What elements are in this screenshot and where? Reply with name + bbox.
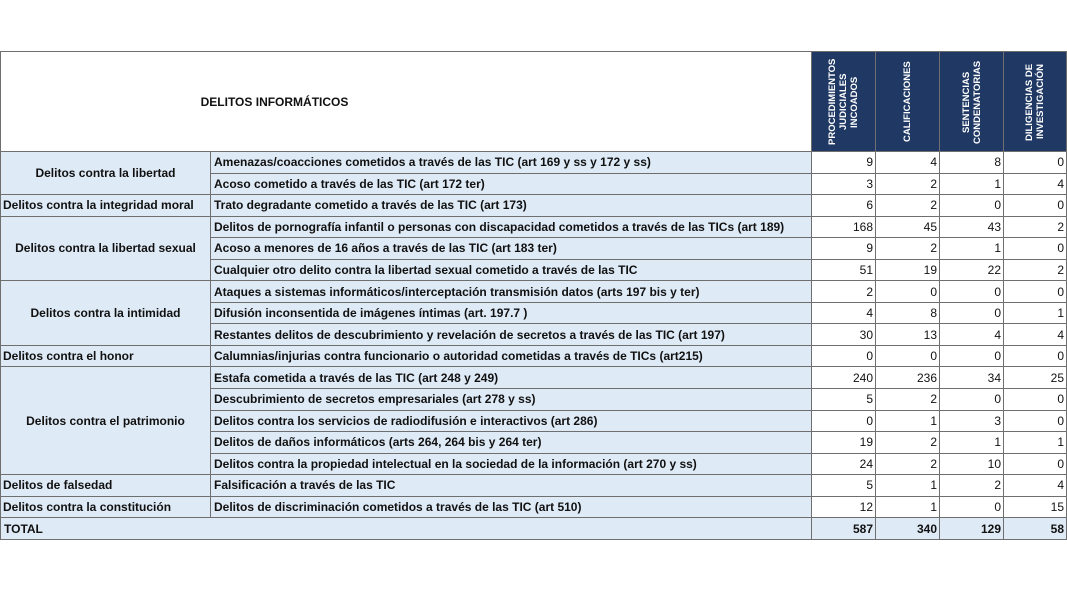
description-cell[interactable]: Delitos de pornografía infantil o personas con discapacidad cometidos a través de las TICs (art 189) (211, 216, 812, 238)
group-label-cell[interactable]: Delitos contra la constitución (1, 496, 211, 518)
value-cell[interactable]: 0 (1004, 410, 1067, 432)
value-cell[interactable]: 4 (1004, 173, 1067, 195)
column-header-label: DILIGENCIAS DE INVESTIGACIÓN (1024, 62, 1046, 141)
value-cell[interactable]: 6 (812, 195, 876, 217)
column-header-label: CALIFICACIONES (902, 61, 913, 142)
column-header-label: SENTENCIAS CONDENATORIAS (960, 59, 983, 144)
value-cell[interactable]: 30 (812, 324, 876, 346)
value-cell[interactable]: 13 (876, 324, 940, 346)
value-cell[interactable]: 0 (1004, 389, 1067, 411)
group-label-cell[interactable]: Delitos contra la intimidad (1, 281, 211, 346)
total-value-cell[interactable]: 340 (876, 518, 940, 540)
value-cell[interactable]: 2 (1004, 259, 1067, 281)
description-cell[interactable]: Falsificación a través de las TIC (211, 475, 812, 497)
value-cell[interactable]: 5 (812, 475, 876, 497)
value-cell[interactable]: 0 (876, 345, 940, 367)
group-label-cell[interactable]: Delitos contra la libertad (1, 152, 211, 195)
description-cell[interactable]: Trato degradante cometido a través de las TIC (art 173) (211, 195, 812, 217)
description-cell[interactable]: Estafa cometida a través de las TIC (art 248 y 249) (211, 367, 812, 389)
value-cell[interactable]: 9 (812, 152, 876, 174)
value-cell[interactable]: 45 (876, 216, 940, 238)
table-row (1, 345, 1067, 367)
value-cell[interactable]: 4 (1004, 475, 1067, 497)
value-cell[interactable]: 4 (940, 324, 1004, 346)
value-cell[interactable]: 12 (812, 496, 876, 518)
value-cell[interactable]: 3 (940, 410, 1004, 432)
value-cell[interactable]: 0 (940, 281, 1004, 303)
value-cell[interactable]: 2 (876, 195, 940, 217)
value-cell[interactable]: 0 (940, 389, 1004, 411)
value-cell[interactable]: 2 (876, 238, 940, 260)
value-cell[interactable]: 1 (940, 173, 1004, 195)
value-cell[interactable]: 0 (940, 345, 1004, 367)
value-cell[interactable]: 2 (940, 475, 1004, 497)
description-cell[interactable]: Amenazas/coacciones cometidos a través de las TIC (art 169 y ss y 172 y ss) (211, 152, 812, 174)
total-value-cell[interactable]: 58 (1004, 518, 1067, 540)
value-cell[interactable]: 168 (812, 216, 876, 238)
description-cell[interactable]: Acoso cometido a través de las TIC (art 172 ter) (211, 173, 812, 195)
value-cell[interactable]: 0 (812, 345, 876, 367)
value-cell[interactable]: 0 (940, 302, 1004, 324)
value-cell[interactable]: 43 (940, 216, 1004, 238)
value-cell[interactable]: 1 (1004, 302, 1067, 324)
group-label-cell[interactable]: Delitos de falsedad (1, 475, 211, 497)
value-cell[interactable]: 9 (812, 238, 876, 260)
group-label-cell[interactable]: Delitos contra el patrimonio (1, 367, 211, 475)
total-label-cell[interactable]: TOTAL (1, 518, 812, 540)
column-header[interactable] (812, 52, 876, 152)
table-row (1, 496, 1067, 518)
description-cell[interactable]: Delitos de daños informáticos (arts 264, 264 bis y 264 ter) (211, 432, 812, 454)
value-cell[interactable]: 0 (1004, 281, 1067, 303)
value-cell[interactable]: 0 (1004, 453, 1067, 475)
value-cell[interactable]: 5 (812, 389, 876, 411)
value-cell[interactable]: 25 (1004, 367, 1067, 389)
value-cell[interactable]: 0 (876, 281, 940, 303)
column-header-label: PROCEDIMIENTOS JUDICIALES INCOADOS (827, 58, 860, 145)
spreadsheet (0, 51, 1066, 540)
value-cell[interactable]: 2 (1004, 216, 1067, 238)
value-cell[interactable]: 0 (812, 410, 876, 432)
value-cell[interactable]: 0 (1004, 152, 1067, 174)
value-cell[interactable]: 1 (876, 475, 940, 497)
total-row (1, 518, 1067, 540)
value-cell[interactable]: 34 (940, 367, 1004, 389)
total-value-cell[interactable]: 587 (812, 518, 876, 540)
value-cell[interactable]: 4 (812, 302, 876, 324)
value-cell[interactable]: 4 (876, 152, 940, 174)
delitos-table (0, 51, 1067, 540)
description-cell[interactable]: Ataques a sistemas informáticos/interceptación transmisión datos (arts 197 bis y ter) (211, 281, 812, 303)
value-cell[interactable]: 2 (812, 281, 876, 303)
description-cell[interactable]: Cualquier otro delito contra la libertad sexual cometido a través de las TIC (211, 259, 812, 281)
group-label-cell[interactable]: Delitos contra la libertad sexual (1, 216, 211, 281)
column-header[interactable] (940, 52, 1004, 152)
column-header[interactable] (876, 52, 940, 152)
table-row (1, 152, 1067, 174)
description-cell[interactable]: Descubrimiento de secretos empresariales (art 278 y ss) (211, 389, 812, 411)
value-cell[interactable]: 1 (940, 432, 1004, 454)
value-cell[interactable]: 2 (876, 173, 940, 195)
value-cell[interactable]: 240 (812, 367, 876, 389)
table-row (1, 195, 1067, 217)
value-cell[interactable]: 19 (876, 259, 940, 281)
value-cell[interactable]: 0 (1004, 345, 1067, 367)
group-label-cell[interactable]: Delitos contra el honor (1, 345, 211, 367)
description-cell[interactable]: Difusión inconsentida de imágenes íntimas (art. 197.7 ) (211, 302, 812, 324)
description-cell[interactable]: Calumnias/injurias contra funcionario o autoridad cometidas a través de TICs (art215) (211, 345, 812, 367)
value-cell[interactable]: 24 (812, 453, 876, 475)
value-cell[interactable]: 1 (876, 410, 940, 432)
table-row (1, 281, 1067, 303)
table-row (1, 216, 1067, 238)
value-cell[interactable]: 2 (876, 432, 940, 454)
table-body (1, 152, 1067, 540)
description-cell[interactable]: Delitos contra la propiedad intelectual en la sociedad de la información (art 270 y ss) (211, 453, 812, 475)
table-title (1, 52, 812, 152)
value-cell[interactable]: 3 (812, 173, 876, 195)
value-cell[interactable]: 15 (1004, 496, 1067, 518)
description-cell[interactable]: Delitos contra los servicios de radiodifusión e interactivos (art 286) (211, 410, 812, 432)
table-title-text: DELITOS INFORMÁTICOS (200, 94, 349, 109)
value-cell[interactable]: 4 (1004, 324, 1067, 346)
value-cell[interactable]: 0 (940, 195, 1004, 217)
column-header[interactable] (1004, 52, 1067, 152)
value-cell[interactable]: 22 (940, 259, 1004, 281)
description-cell[interactable]: Delitos de discriminación cometidos a través de las TIC (art 510) (211, 496, 812, 518)
value-cell[interactable]: 1 (1004, 432, 1067, 454)
value-cell[interactable]: 8 (940, 152, 1004, 174)
total-value-cell[interactable]: 129 (940, 518, 1004, 540)
value-cell[interactable]: 19 (812, 432, 876, 454)
value-cell[interactable]: 0 (1004, 195, 1067, 217)
value-cell[interactable]: 51 (812, 259, 876, 281)
table-row (1, 367, 1067, 389)
value-cell[interactable]: 8 (876, 302, 940, 324)
value-cell[interactable]: 10 (940, 453, 1004, 475)
value-cell[interactable]: 2 (876, 389, 940, 411)
value-cell[interactable]: 1 (876, 496, 940, 518)
header-row (1, 52, 1067, 152)
value-cell[interactable]: 0 (940, 496, 1004, 518)
description-cell[interactable]: Restantes delitos de descubrimiento y revelación de secretos a través de las TIC (art 197) (211, 324, 812, 346)
value-cell[interactable]: 236 (876, 367, 940, 389)
value-cell[interactable]: 2 (876, 453, 940, 475)
value-cell[interactable]: 0 (1004, 238, 1067, 260)
group-label-cell[interactable]: Delitos contra la integridad moral (1, 195, 211, 217)
table-row (1, 475, 1067, 497)
description-cell[interactable]: Acoso a menores de 16 años a través de las TIC (art 183 ter) (211, 238, 812, 260)
value-cell[interactable]: 1 (940, 238, 1004, 260)
